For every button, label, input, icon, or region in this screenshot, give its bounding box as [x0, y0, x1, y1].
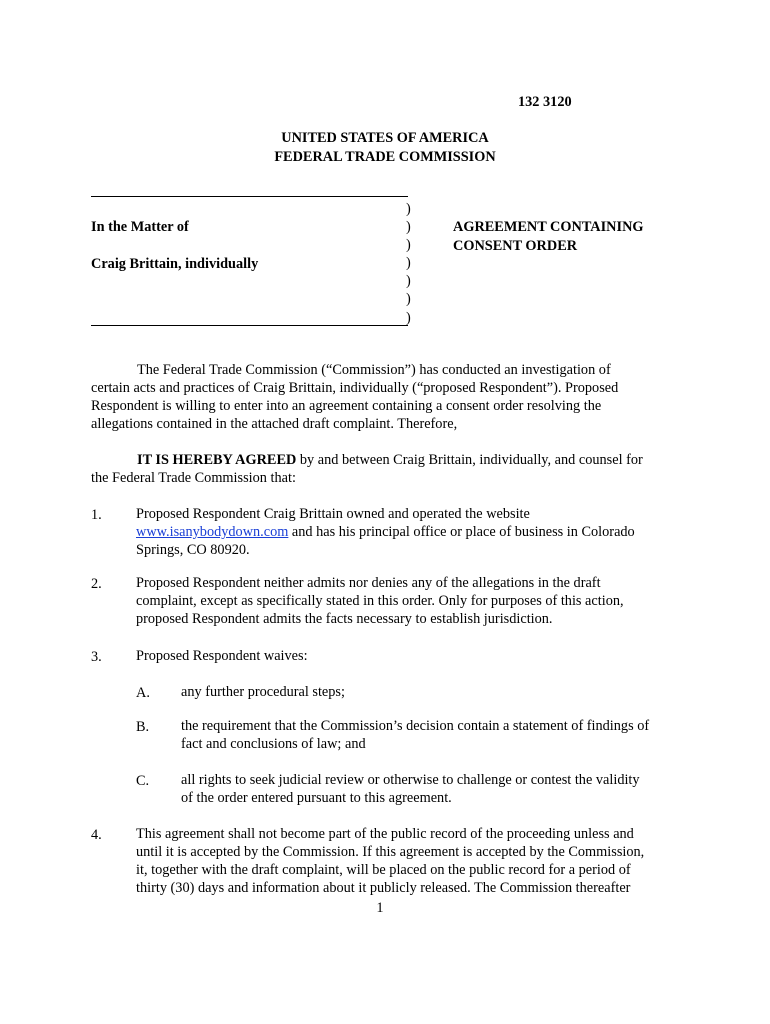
agreed-line-2: the Federal Trade Commission that:: [91, 470, 296, 486]
item-number: 4.: [91, 827, 102, 843]
subitem-line: any further procedural steps;: [181, 684, 345, 700]
respondent-name: Craig Brittain, individually: [91, 256, 259, 272]
item-number: 2.: [91, 576, 102, 592]
item-line: Proposed Respondent waives:: [136, 648, 308, 664]
agreed-lead: IT IS HEREBY AGREED: [137, 452, 297, 468]
item-line: Proposed Respondent neither admits nor denies any of the allegations in the draft: [136, 575, 601, 591]
website-link[interactable]: www.isanybodydown.com: [136, 524, 289, 540]
item-line: Proposed Respondent Craig Brittain owned and operated the website: [136, 506, 530, 522]
item-line: proposed Respondent admits the facts necessary to establish jurisdiction.: [136, 611, 553, 627]
subitem-letter: C.: [136, 773, 150, 789]
subitem-a-text: [181, 683, 345, 701]
matter-label: In the Matter of: [91, 219, 189, 235]
intro-line: certain acts and practices of Craig Brittain, individually (“proposed Respondent”). Proposed: [91, 380, 619, 396]
intro-line: allegations contained in the attached draft complaint. Therefore,: [91, 416, 458, 432]
docket-number: 132 3120: [518, 94, 572, 110]
subitem-line: the requirement that the Commission’s decision contain a statement of findings of: [181, 718, 650, 734]
intro-paragraph: [91, 361, 618, 433]
agency-line-2: FEDERAL TRADE COMMISSION: [274, 149, 496, 165]
caption-paren: ): [406, 291, 411, 307]
subitem-c-text: [181, 771, 640, 807]
item-line: thirty (30) days and information about it publicly released. The Commission thereafter: [136, 880, 631, 896]
caption-bottom-rule: [91, 325, 408, 326]
item-line: complaint, except as specifically stated in this order. Only for purposes of this action,: [136, 593, 624, 609]
item-1-text: [136, 505, 635, 559]
page-number: 1: [376, 900, 384, 916]
item-line: and has his principal office or place of business in Colorado: [288, 524, 635, 540]
item-number: 1.: [91, 507, 102, 523]
subitem-line: all rights to seek judicial review or otherwise to challenge or contest the validity: [181, 772, 640, 788]
caption-paren: ): [406, 255, 411, 271]
item-number: 3.: [91, 649, 102, 665]
subitem-letter: B.: [136, 719, 150, 735]
caption-top-rule: [91, 196, 408, 197]
agreed-line-1-rest: by and between Craig Brittain, individually, and counsel for: [296, 452, 643, 468]
document-title-line-1: AGREEMENT CONTAINING: [453, 219, 644, 235]
caption-paren: ): [406, 273, 411, 289]
item-3-text: [136, 647, 308, 665]
item-line: until it is accepted by the Commission. If this agreement is accepted by the Commission,: [136, 844, 645, 860]
caption-paren: ): [406, 201, 411, 217]
agreed-paragraph: [91, 451, 643, 487]
intro-line: The Federal Trade Commission (“Commission”) has conducted an investigation of: [137, 362, 611, 378]
intro-line: Respondent is willing to enter into an agreement containing a consent order resolving the: [91, 398, 602, 414]
item-line: it, together with the draft complaint, will be placed on the public record for a period of: [136, 862, 631, 878]
subitem-b-text: [181, 717, 649, 753]
item-line: Springs, CO 80920.: [136, 542, 250, 558]
subitem-letter: A.: [136, 685, 150, 701]
caption-paren: ): [406, 219, 411, 235]
subitem-line: fact and conclusions of law; and: [181, 736, 366, 752]
item-2-text: [136, 574, 624, 628]
caption-paren: ): [406, 310, 411, 326]
subitem-line: of the order entered pursuant to this agreement.: [181, 790, 452, 806]
item-line: This agreement shall not become part of the public record of the proceeding unless and: [136, 826, 634, 842]
agency-line-1: UNITED STATES OF AMERICA: [281, 130, 489, 146]
document-title-line-2: CONSENT ORDER: [453, 238, 578, 254]
caption-paren: ): [406, 237, 411, 253]
item-4-text: [136, 825, 644, 897]
